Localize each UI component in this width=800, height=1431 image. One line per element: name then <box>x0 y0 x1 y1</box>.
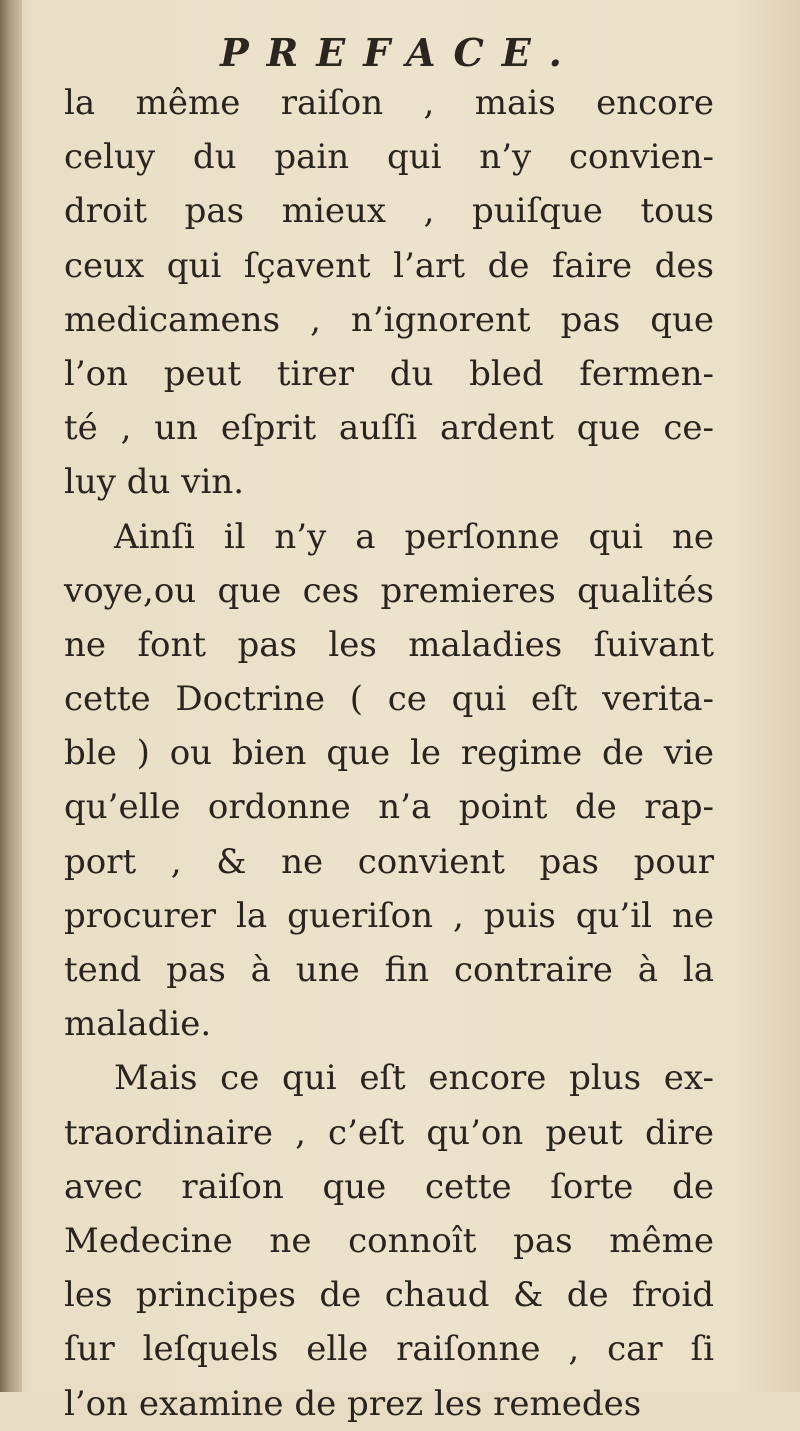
text-line: avec raiſon que cette ſorte de <box>64 1166 714 1207</box>
text-line: procurer la gueriſon , puis qu’il ne <box>64 895 714 936</box>
text-line: droit pas mieux , puiſque tous <box>64 191 714 232</box>
paragraph <box>64 1051 714 1430</box>
text-line: tend pas à une fin contraire à la <box>64 950 714 990</box>
text-line: medicamens , n’ignorent pas que <box>64 299 714 340</box>
text-line: voye,ou que ces premieres qualités <box>64 570 714 611</box>
text-line: té , un eſprit auſſi ardent que ce- <box>64 408 714 449</box>
paragraph <box>64 76 714 510</box>
text-line: ne font pas les maladies ſuivant <box>64 624 714 665</box>
text-line: Mais ce qui eſt encore plus ex- <box>114 1058 714 1099</box>
text-line: Medecine ne connoît pas même <box>64 1220 714 1261</box>
text-line: celuy du pain qui n’y convien- <box>64 137 714 178</box>
text-line: l’on peut tirer du bled fermen- <box>64 353 714 394</box>
text-line: port , & ne convient pas pour <box>64 841 714 882</box>
text-line: luy du vin. <box>64 462 245 503</box>
text-line: l’on examine de prez les remedes <box>64 1383 642 1424</box>
text-line: ble ) ou bien que le regime de vie <box>64 733 714 774</box>
text-line: traordinaire , c’eſt qu’on peut dire <box>64 1112 714 1153</box>
paragraph <box>64 510 714 1052</box>
text-line: ſur leſquels elle raiſonne , car ſi <box>64 1329 714 1370</box>
book-gutter <box>0 0 22 1392</box>
text-line: qu’elle ordonne n’a point de rap- <box>64 787 714 828</box>
text-line: cette Doctrine ( ce qui eſt verita- <box>64 679 714 720</box>
running-header: PREFACE. <box>220 30 580 75</box>
text-line: Ainſi il n’y a perſonne qui ne <box>114 516 714 557</box>
text-line: la même raiſon , mais encore <box>64 83 714 123</box>
text-line: les principes de chaud & de froid <box>64 1275 714 1316</box>
page-body-text <box>64 76 714 1431</box>
text-line: ceux qui ſçavent l’art de faire des <box>64 245 714 286</box>
text-line: maladie. <box>64 1004 212 1045</box>
